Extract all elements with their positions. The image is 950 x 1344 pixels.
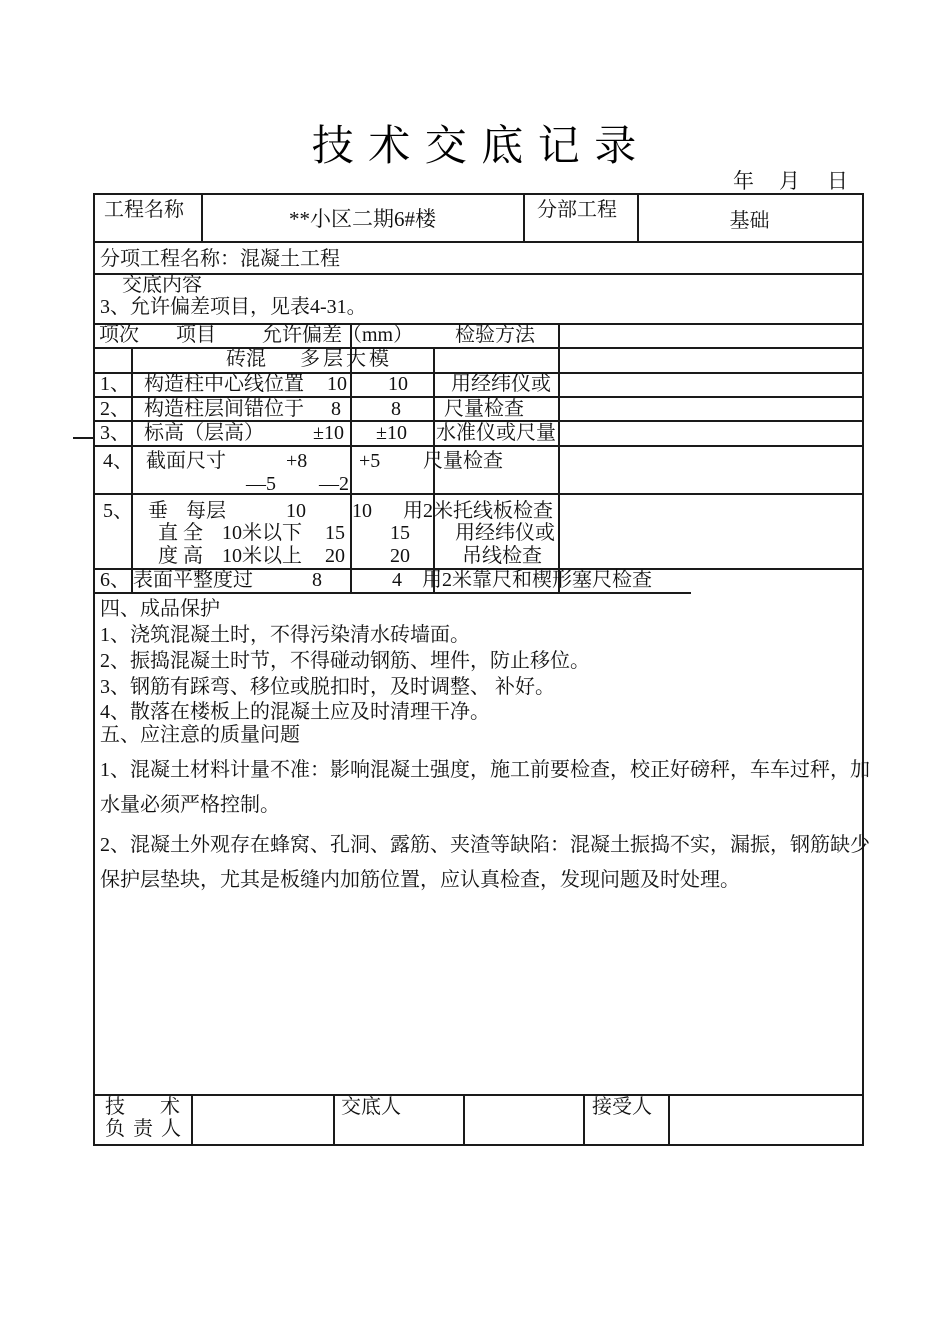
row5-l2-item-b: 10米以下	[222, 522, 302, 544]
row6-no: 6、	[100, 569, 130, 591]
date-month-label: 月	[779, 169, 800, 193]
table-line	[93, 347, 862, 349]
row2-method: 尺量检查	[444, 398, 524, 420]
row4-value1: +8	[286, 450, 308, 472]
divider	[333, 1094, 335, 1146]
section5-title: 五、应注意的质量问题	[100, 724, 300, 746]
row1-method: 用经纬仪或	[451, 373, 551, 395]
row1-value1: 10	[327, 373, 347, 395]
row4-no: 4、	[103, 450, 133, 472]
content-section-label: 交底内容	[122, 274, 202, 296]
divider	[583, 1094, 585, 1146]
table-line	[558, 323, 560, 592]
row5-l2-method: 用经纬仪或	[455, 522, 555, 544]
section4-title: 四、成品保护	[100, 598, 220, 620]
section4-item: 1、浇筑混凝土时，不得污染清水砖墙面。	[100, 624, 470, 646]
project-name-value: **小区二期6#楼	[289, 207, 436, 231]
division-works-value: 基础	[729, 210, 770, 232]
row6-item: 表面平整度过	[133, 569, 253, 591]
row3-value1: ±10	[313, 422, 344, 444]
briefer-label: 交底人	[341, 1096, 401, 1118]
row5-l1-value2: 10	[352, 500, 372, 522]
table-line	[93, 493, 862, 495]
row1-item: 构造柱中心线位置	[144, 373, 304, 395]
row1-value2: 10	[388, 373, 408, 395]
col-header-method: 检验方法	[455, 324, 535, 346]
divider	[93, 241, 862, 243]
row2-value1: 8	[331, 398, 341, 420]
project-name-label: 工程名称	[104, 199, 184, 221]
row3-no: 3、	[100, 422, 130, 444]
table-line	[93, 592, 691, 594]
division-works-label: 分部工程	[537, 199, 617, 221]
row4-method: 尺量检查	[423, 450, 503, 472]
row6-method: 用2米靠尺和楔形塞尺检查	[422, 569, 652, 591]
row5-l2-item-a: 直 全	[158, 522, 203, 544]
row3-item: 标高（层高）	[144, 422, 264, 444]
row5-l3-method: 吊线检查	[462, 545, 542, 567]
date-day-label: 日	[827, 169, 848, 193]
tech-director-label-line2: 负责人	[105, 1118, 189, 1140]
subproject-name-line: 分项工程名称：混凝土工程	[100, 248, 340, 270]
row5-l1-item-a: 垂	[148, 500, 168, 522]
row5-l3-item-b: 10米以上	[222, 545, 302, 567]
stray-mark	[73, 437, 93, 439]
divider	[523, 193, 525, 241]
row5-l3-value1: 20	[325, 545, 345, 567]
subcol-brick-mix: 砖混	[226, 348, 266, 370]
row3-value2: ±10	[376, 422, 407, 444]
row5-l1-item-b: 每层	[186, 500, 226, 522]
col-header-allowed-deviation: 允许偏差（mm）	[262, 324, 414, 346]
row2-item: 构造柱层间错位于	[144, 398, 304, 420]
row5-l1-value1: 10	[286, 500, 306, 522]
deviation-intro-line: 3、允许偏差项目，见表4-31。	[100, 296, 367, 318]
tech-director-label-line1: 技术	[105, 1096, 215, 1118]
row3-method: 水准仪或尺量	[436, 422, 556, 444]
briefer-signature-cell[interactable]	[465, 1096, 581, 1144]
subcol-multistorey-formwork: 多层大模	[300, 348, 392, 370]
row5-l2-value1: 15	[325, 522, 345, 544]
table-line	[93, 445, 862, 447]
acceptor-signature-cell[interactable]	[670, 1096, 860, 1144]
section5-paragraph2-line1: 2、混凝土外观存在蜂窝、孔洞、露筋、夹渣等缺陷：混凝土振捣不实，漏振，钢筋缺少	[100, 834, 870, 856]
row5-l3-value2: 20	[390, 545, 410, 567]
row5-l1-method: 用2米托线板检查	[403, 500, 553, 522]
section4-item: 2、振捣混凝土时节，不得碰动钢筋、埋件，防止移位。	[100, 650, 590, 672]
row6-value2: 4	[392, 569, 402, 591]
row5-l3-item-a: 度 高	[158, 545, 203, 567]
acceptor-label: 接受人	[592, 1096, 652, 1118]
section5-paragraph1-line1: 1、混凝土材料计量不准：影响混凝土强度，施工前要检查，校正好磅秤，车车过秤，加	[100, 759, 870, 781]
row4-value2-minus: —2	[319, 473, 349, 495]
row1-no: 1、	[100, 373, 130, 395]
divider	[93, 273, 862, 275]
row6-value1: 8	[312, 569, 322, 591]
row5-l2-value2: 15	[390, 522, 410, 544]
date-year-label: 年	[733, 169, 754, 193]
section4-item: 4、散落在楼板上的混凝土应及时清理干净。	[100, 701, 490, 723]
row4-value1-minus: —5	[246, 473, 276, 495]
row4-item: 截面尺寸	[146, 450, 226, 472]
col-header-item: 项目	[176, 324, 216, 346]
row5-no: 5、	[103, 500, 133, 522]
row2-value2: 8	[391, 398, 401, 420]
section5-paragraph1-line2: 水量必须严格控制。	[100, 794, 280, 816]
row2-no: 2、	[100, 398, 130, 420]
row4-value2: +5	[359, 450, 381, 472]
page-title: 技 术 交 底 记 录	[311, 124, 639, 170]
col-header-item-no: 项次	[99, 324, 139, 346]
section5-paragraph2-line2: 保护层垫块，尤其是板缝内加筋位置，应认真检查，发现问题及时处理。	[100, 869, 740, 891]
tech-director-signature-cell[interactable]	[193, 1096, 331, 1144]
section4-item: 3、钢筋有踩弯、移位或脱扣时，及时调整、 补好。	[100, 676, 555, 698]
